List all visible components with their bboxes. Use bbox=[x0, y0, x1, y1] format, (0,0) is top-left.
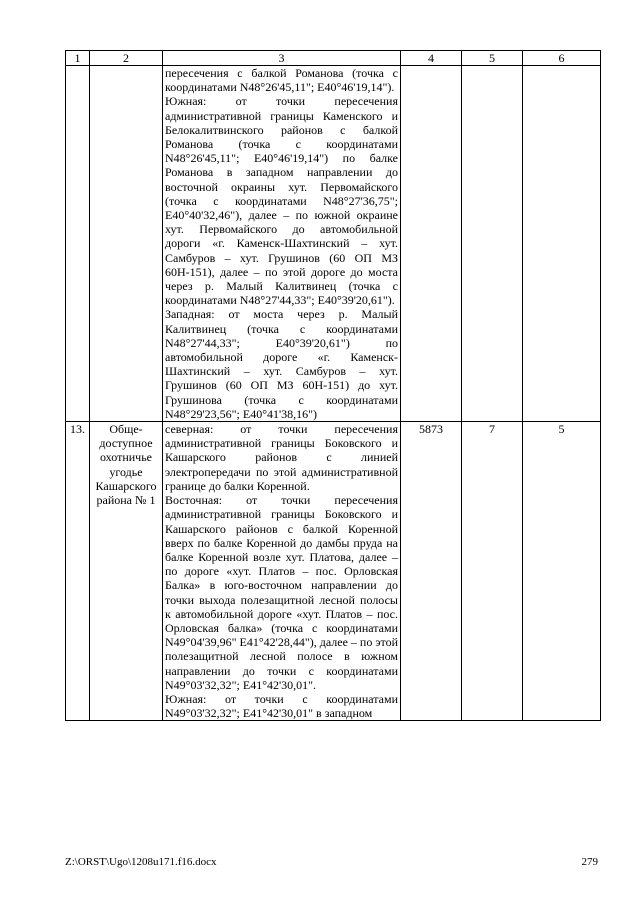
boundaries-table bbox=[65, 50, 601, 721]
boundary-paragraph: Южная: от точки пересечения административной границы Каменского и Белокалитвинского районов с балкой Романова (точка с координатами N48°26'45,11"; E40°46'19,14") по балке Романова в западном направлении до восточной окраины хут. Первомайского (точка с координатами N48°27'36,75"; E40°40'32,46"), далее – по южной окраине хут. Первомайского до автомобильной дороги «г. Каменск-Шахтинский – хут. Самбуров – хут. Грушинов (60 ОП МЗ 60Н-151), далее – по этой дороге до моста через р. Малый Калитвинец (точка с координатами N48°27'44,33"; E40°39'20,61"). bbox=[165, 94, 398, 308]
header-cell-4: 4 bbox=[401, 51, 462, 66]
boundary-paragraph: Южная: от точки с координатами N49°03'32,32"; E41°42'30,01" в западном bbox=[165, 691, 398, 721]
number-cell bbox=[66, 66, 90, 422]
boundary-paragraph: Западная: от моста через р. Малый Калитвинец (точка с координатами N48°27'44,33"; E40°39'20,61") по автомобильной дороге «г. Каменск-Шахтинский – хут. Самбуров – хут. Грушинов (60 ОП МЗ 60Н-151) до хут. Грушинова (точка с координатами N48°29'23,56"; E40°41'38,16") bbox=[165, 307, 398, 421]
header-cell-3: 3 bbox=[163, 51, 401, 66]
col5-cell bbox=[462, 66, 523, 422]
boundary-paragraph: северная: от точки пересечения административной границы Боковского и Кашарского районов с линией электропередачи по этой административной границе до балки Коренной. bbox=[165, 422, 398, 493]
footer-file-path: Z:\ORST\Ugo\1208u171.f16.docx bbox=[65, 856, 217, 868]
col5-cell: 7 bbox=[462, 422, 523, 721]
header-cell-2: 2 bbox=[90, 51, 163, 66]
header-row bbox=[66, 51, 601, 66]
table-row-13 bbox=[66, 422, 601, 721]
area-cell bbox=[401, 66, 462, 422]
page-number: 279 bbox=[581, 856, 598, 868]
land-name-cell bbox=[90, 66, 163, 422]
header-cell-1: 1 bbox=[66, 51, 90, 66]
land-name-cell: Обще-доступное охотничье угодье Кашарского района № 1 bbox=[90, 422, 163, 721]
boundary-description-cell bbox=[163, 66, 401, 422]
table-row-continued bbox=[66, 66, 601, 422]
boundary-description-cell bbox=[163, 422, 401, 721]
header-cell-5: 5 bbox=[462, 51, 523, 66]
header-cell-6: 6 bbox=[523, 51, 601, 66]
area-cell: 5873 bbox=[401, 422, 462, 721]
boundary-paragraph: пересечения с балкой Романова (точка с координатами N48°26'45,11"; E40°46'19,14"). bbox=[165, 66, 398, 95]
col6-cell: 5 bbox=[523, 422, 601, 721]
number-cell: 13. bbox=[66, 422, 90, 721]
col6-cell bbox=[523, 66, 601, 422]
boundary-paragraph: Восточная: от точки пересечения административной границы Боковского и Кашарского районов с балкой Коренной вверх по балке Коренной до дамбы пруда на балке Коренной возле хут. Платова, далее – по дороге «хут. Платов – пос. Орловская Балка» в юго-восточном направлении до точки выхода полезащитной лесной полосы к автомобильной дороге «хут. Платов – пос. Орловская балка» (точка с координатами N49°04'39,96" E41°42'28,44"), далее – по этой полезащитной лесной полосе в южном направлении до точки с координатами N49°03'32,32"; E41°42'30,01". bbox=[165, 493, 398, 692]
